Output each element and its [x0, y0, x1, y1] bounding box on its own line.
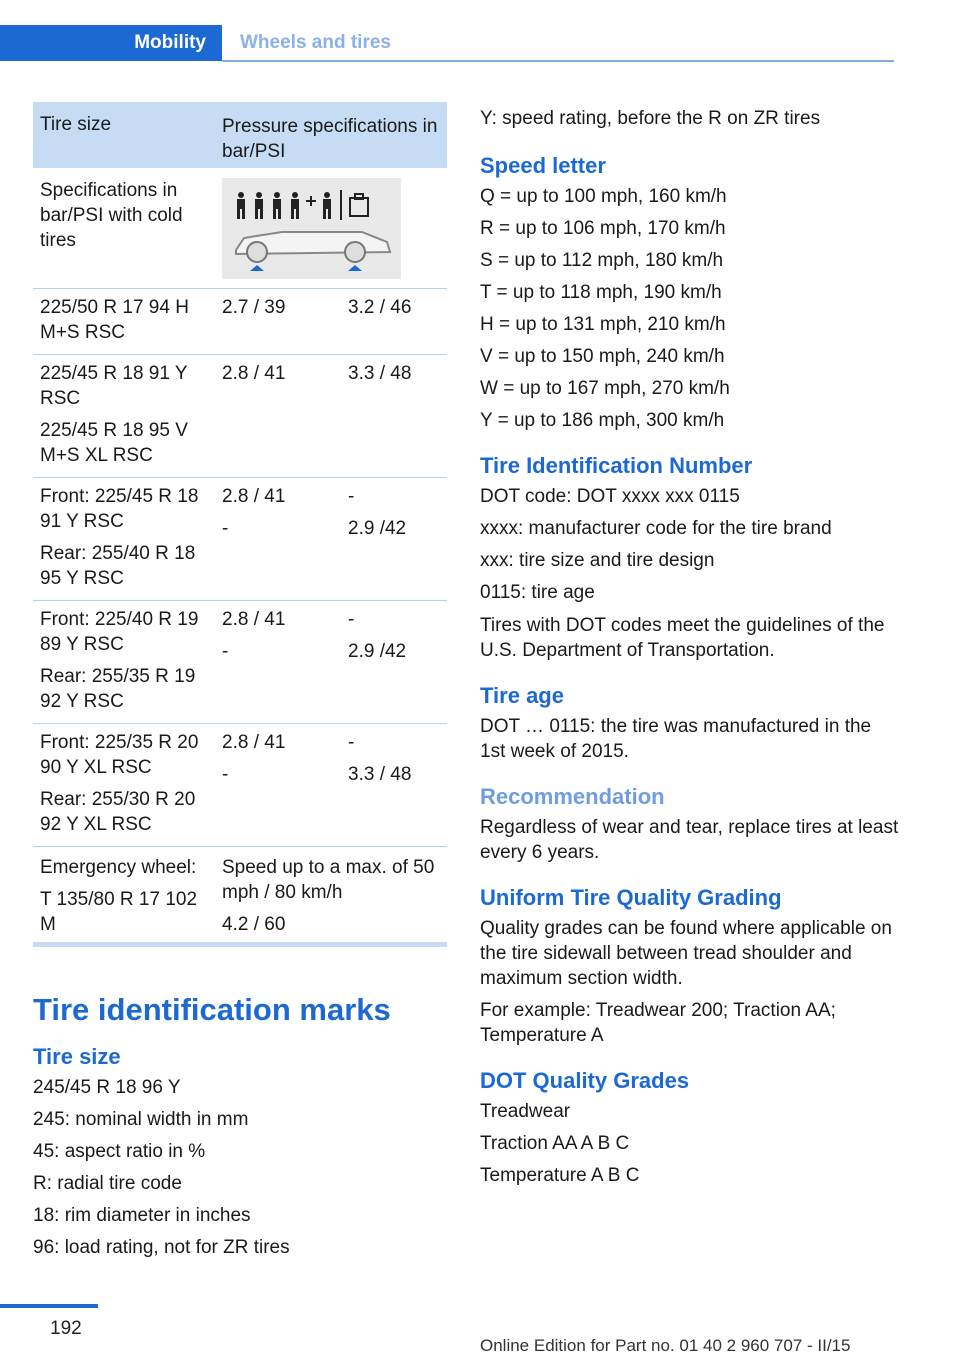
- header-rule: [222, 60, 894, 62]
- pressure-value: -: [222, 518, 229, 539]
- tire-size-line: 225/45 R 18 95 V M+S XL RSC: [40, 420, 188, 466]
- table-row-spec: [33, 168, 447, 289]
- section-tab-mobility: Mobility: [0, 25, 222, 61]
- text-line: R: radial tire code: [33, 1173, 182, 1194]
- text-line: S = up to 112 mph, 180 km/h: [480, 250, 724, 271]
- paragraph: Quality grades can be found where applicable on the tire sidewall between tread shoulder and maximum section width.: [480, 918, 892, 989]
- pressure-cell-2: 3.2 / 46: [348, 297, 412, 318]
- table-bottom-rule: [33, 942, 447, 947]
- spec-note: Specifications in bar/PSI with cold tires: [40, 180, 183, 251]
- recommendation-heading: Recommendation: [480, 784, 665, 809]
- tire-size-line: Rear: 255/40 R 18 95 Y RSC: [40, 543, 196, 589]
- tire-pressure-table: [33, 102, 447, 947]
- text-line: Q = up to 100 mph, 160 km/h: [480, 186, 727, 207]
- text-line: T = up to 118 mph, 190 km/h: [480, 282, 722, 303]
- text-line: 245/45 R 18 96 Y: [33, 1077, 181, 1098]
- text-line: Temperature A B C: [480, 1165, 640, 1186]
- pressure-value: -: [222, 641, 229, 662]
- tire-age-heading: Tire age: [480, 683, 564, 708]
- pressure-cell-1: [222, 484, 342, 541]
- tin-heading: Tire Identification Number: [480, 453, 753, 478]
- load-condition-icon: [222, 178, 401, 279]
- footer-rule: [0, 1304, 98, 1308]
- emergency-size: T 135/80 R 17 102 M: [40, 889, 198, 935]
- tire-size-line: 225/45 R 18 91 Y RSC: [40, 363, 188, 409]
- tire-size-heading: Tire size: [33, 1044, 121, 1069]
- utqg-heading: Uniform Tire Quality Grading: [480, 885, 782, 910]
- tire-size-cell: [40, 730, 215, 837]
- text-line: W = up to 167 mph, 270 km/h: [480, 378, 730, 399]
- pressure-value: 2.8 / 41: [222, 609, 286, 630]
- tire-size-line: Rear: 255/30 R 20 92 Y XL RSC: [40, 789, 196, 835]
- pressure-value: 2.9 /42: [348, 518, 407, 539]
- text-line: xxxx: manufacturer code for the tire brand: [480, 518, 832, 539]
- text-line: Traction AA A B C: [480, 1133, 630, 1154]
- table-row: [33, 724, 447, 847]
- pressure-value: 2.9 /42: [348, 641, 407, 662]
- text-line: 96: load rating, not for ZR tires: [33, 1237, 290, 1258]
- table-row-emergency: [33, 847, 447, 942]
- tire-size-line: Rear: 255/35 R 19 92 Y RSC: [40, 666, 196, 712]
- text-line: 245: nominal width in mm: [33, 1109, 249, 1130]
- pressure-cell-2: [348, 607, 443, 664]
- pressure-value: -: [222, 764, 229, 785]
- table-row: [33, 601, 447, 724]
- text-line: Y = up to 186 mph, 300 km/h: [480, 410, 725, 431]
- emergency-wheel-cell: [40, 855, 215, 937]
- text-line: 45: aspect ratio in %: [33, 1141, 206, 1162]
- table-row: [33, 478, 447, 601]
- text-line: Y: speed rating, before the R on ZR tires: [480, 108, 821, 129]
- pressure-value: 2.8 / 41: [222, 732, 286, 753]
- table-header: [33, 102, 447, 168]
- emergency-label: Emergency wheel:: [40, 857, 197, 878]
- tire-size-cell: [40, 484, 215, 591]
- text-line: Treadwear: [480, 1101, 571, 1122]
- page-header: [0, 25, 894, 61]
- pressure-value: 2.8 / 41: [222, 486, 286, 507]
- text-line: 18: rim diameter in inches: [33, 1205, 251, 1226]
- page-number: 192: [50, 1318, 82, 1339]
- right-column: [480, 103, 900, 1192]
- tire-size-cell: [40, 361, 215, 468]
- paragraph: For example: Treadwear 200; Traction AA; Temperature A: [480, 1000, 836, 1046]
- col-tire-size: Tire size: [40, 114, 112, 135]
- text-line: xxx: tire size and tire design: [480, 550, 715, 571]
- left-column: [33, 990, 447, 1264]
- emergency-speed: Speed up to a max. of 50 mph / 80 km/h: [222, 857, 435, 903]
- pressure-cell-2: 3.3 / 48: [348, 363, 412, 384]
- pressure-cell-1: [222, 607, 342, 664]
- speed-letter-heading: Speed letter: [480, 153, 606, 178]
- col-pressure: Pressure specifications in bar/PSI: [222, 116, 438, 162]
- dot-quality-heading: DOT Quality Grades: [480, 1068, 690, 1093]
- section-title: Tire identification marks: [33, 992, 391, 1027]
- pressure-value: -: [348, 732, 355, 753]
- text-line: 0115: tire age: [480, 582, 595, 603]
- tire-size-line: Front: 225/35 R 20 90 Y XL RSC: [40, 732, 199, 778]
- pressure-cell-1: 2.8 / 41: [222, 363, 286, 384]
- emergency-pressure: 4.2 / 60: [222, 914, 286, 935]
- pressure-cell-1: 2.7 / 39: [222, 297, 286, 318]
- pressure-value: -: [348, 609, 355, 630]
- tire-size-line: Front: 225/40 R 19 89 Y RSC: [40, 609, 199, 655]
- paragraph: DOT … 0115: the tire was manufactured in the 1st week of 2015.: [480, 716, 872, 762]
- pressure-cell-1: [222, 730, 342, 787]
- text-line: DOT code: DOT xxxx xxx 0115: [480, 486, 740, 507]
- tire-size-line: Front: 225/45 R 18 91 Y RSC: [40, 486, 199, 532]
- text-line: V = up to 150 mph, 240 km/h: [480, 346, 725, 367]
- pressure-cell-2: [348, 484, 443, 541]
- table-row: [33, 289, 447, 355]
- pressure-value: -: [348, 486, 355, 507]
- edition-note: Online Edition for Part no. 01 40 2 960 707 - II/15: [480, 1336, 851, 1355]
- paragraph: Tires with DOT codes meet the guidelines of the U.S. Department of Transportation.: [480, 615, 885, 661]
- tire-size-cell: [40, 607, 215, 714]
- emergency-pressure-cell: [222, 855, 444, 937]
- paragraph: Regardless of wear and tear, replace tires at least every 6 years.: [480, 817, 899, 863]
- tire-size-cell: 225/50 R 17 94 H M+S RSC: [40, 297, 189, 343]
- table-row: [33, 355, 447, 478]
- pressure-value: 3.3 / 48: [348, 764, 412, 785]
- text-line: R = up to 106 mph, 170 km/h: [480, 218, 726, 239]
- text-line: H = up to 131 mph, 210 km/h: [480, 314, 726, 335]
- pressure-cell-2: [348, 730, 443, 787]
- section-tab-wheels-tires: Wheels and tires: [240, 32, 391, 53]
